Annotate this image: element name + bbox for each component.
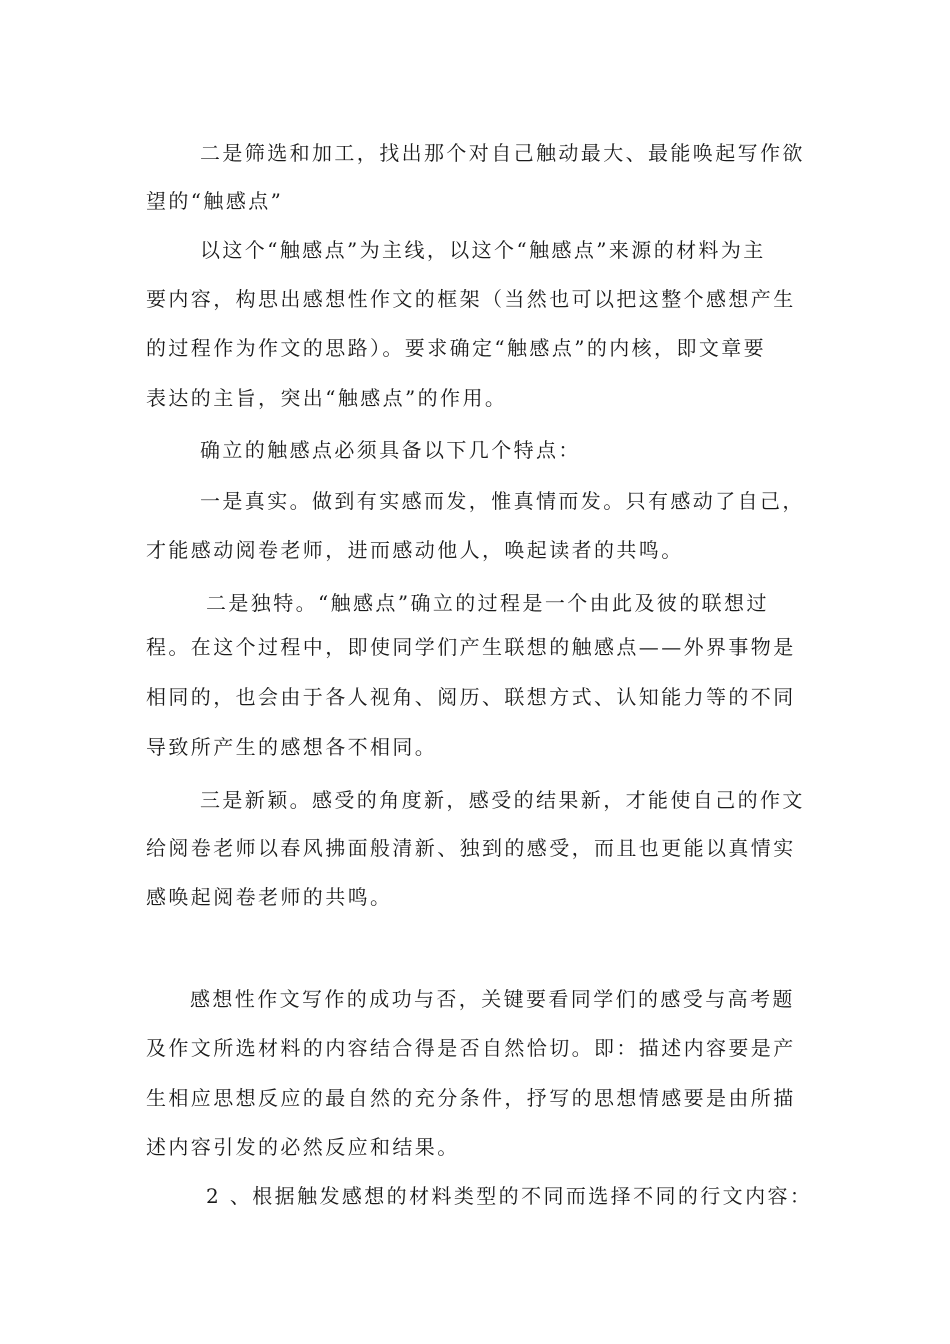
paragraph-line: 2 、根据触发感想的材料类型的不同而选择不同的行文内容： bbox=[206, 1184, 813, 1208]
paragraph-line: 一是真实。做到有实感而发，惟真情而发。只有感动了自己， bbox=[200, 489, 805, 513]
paragraph-line: 才能感动阅卷老师，进而感动他人，唤起读者的共鸣。 bbox=[146, 538, 684, 562]
paragraph-line: 要内容，构思出感想性作文的框架（当然也可以把这整个感想产生 bbox=[146, 287, 796, 311]
paragraph-line: 二是独特。“触感点”确立的过程是一个由此及彼的联想过 bbox=[206, 591, 769, 615]
paragraph-line: 确立的触感点必须具备以下几个特点： bbox=[200, 438, 581, 462]
paragraph-line: 程。在这个过程中，即使同学们产生联想的触感点——外界事物是 bbox=[146, 635, 796, 659]
paragraph-line: 以这个“触感点”为主线，以这个“触感点”来源的材料为主 bbox=[200, 238, 766, 262]
paragraph-line: 感唤起阅卷老师的共鸣。 bbox=[146, 885, 393, 909]
paragraph-line: 生相应思想反应的最自然的充分条件，抒写的思想情感要是由所描 bbox=[146, 1086, 796, 1110]
paragraph-line: 相同的，也会由于各人视角、阅历、联想方式、认知能力等的不同 bbox=[146, 685, 796, 709]
paragraph-line: 述内容引发的必然反应和结果。 bbox=[146, 1135, 460, 1159]
paragraph-line: 给阅卷老师以春风拂面般清新、独到的感受，而且也更能以真情实 bbox=[146, 836, 796, 860]
paragraph-line: 三是新颖。感受的角度新，感受的结果新，才能使自己的作文 bbox=[200, 788, 805, 812]
paragraph-line: 望的“触感点” bbox=[146, 189, 284, 213]
paragraph-line: 表达的主旨，突出“触感点”的作用。 bbox=[146, 386, 508, 410]
paragraph-line: 二是筛选和加工，找出那个对自己触动最大、最能唤起写作欲 bbox=[200, 141, 805, 165]
paragraph-line: 导致所产生的感想各不相同。 bbox=[146, 735, 438, 759]
paragraph-line: 及作文所选材料的内容结合得是否自然恰切。即：描述内容要是产 bbox=[146, 1036, 796, 1060]
paragraph-line: 的过程作为作文的思路）。要求确定“触感点”的内核，即文章要 bbox=[146, 336, 767, 360]
paragraph-line: 感想性作文写作的成功与否，关键要看同学们的感受与高考题 bbox=[190, 987, 795, 1011]
